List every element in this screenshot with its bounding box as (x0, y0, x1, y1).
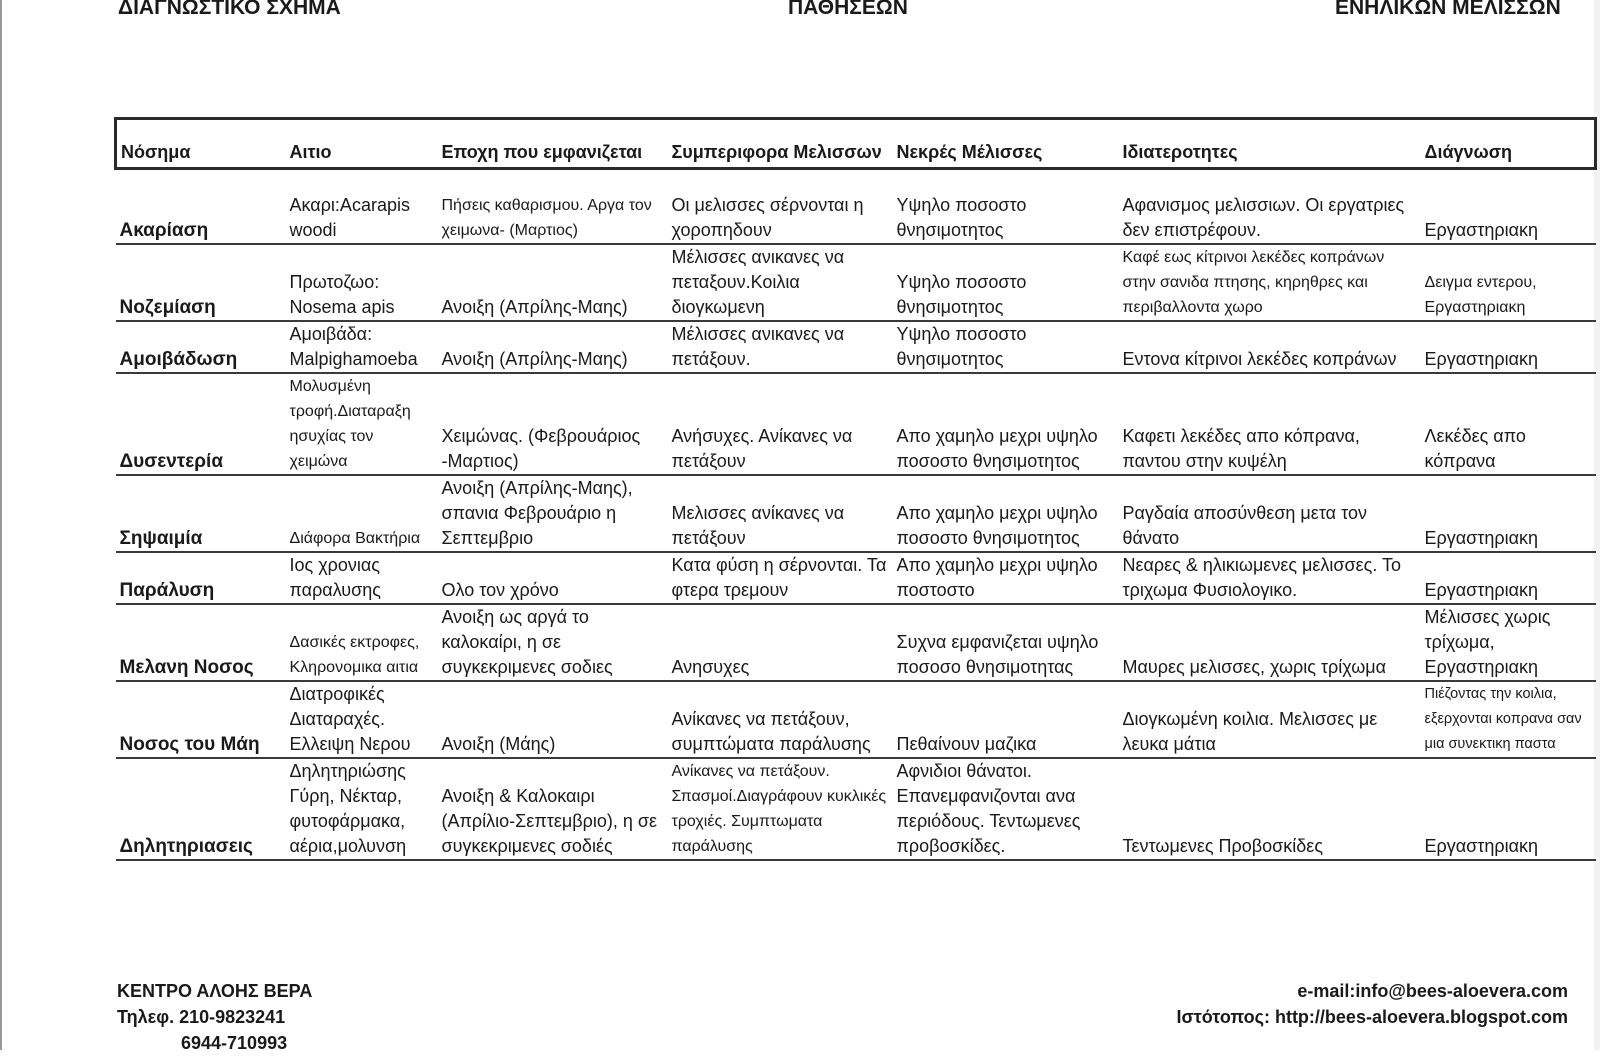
cell-behavior: Μελισσες ανίκανες να πετάξουν (668, 475, 893, 552)
cell-diagnosis: Εργαστηριακη (1421, 169, 1596, 244)
cell-cause: Ακαρι:Acarapis woodi (286, 169, 438, 244)
col-header-season: Εποχη που εμφανιζεται (438, 119, 668, 169)
table-row (116, 321, 1596, 373)
cell-cause: Διάφορα Βακτήρια (286, 475, 438, 552)
footer-mobile: 6944-710993 (181, 1033, 288, 1053)
cell-cause: Πρωτοζωο: Nosema apis (286, 244, 438, 321)
cell-features: Καφετι λεκέδες απο κόπρανα, παντου στην κυψέλη (1119, 373, 1421, 475)
cell-behavior: Ανησυχες (668, 604, 893, 681)
cell-disease: Παράλυση (116, 552, 286, 604)
cell-diagnosis: Εργαστηριακη (1421, 321, 1596, 373)
cell-diagnosis: Εργαστηριακη (1421, 475, 1596, 552)
col-header-dead-bees: Νεκρές Μέλισσες (893, 119, 1119, 169)
cell-dead-bees: Απο χαμηλο μεχρι υψηλο ποσοστο θνησιμοτητος (893, 475, 1119, 552)
cell-diagnosis: Πιέζοντας την κοιλια, εξερχονται κοπρανα σαν μια συνεκτικη παστα (1421, 681, 1596, 758)
cell-season: Ανοιξη ως αργά το καλοκαίρι, η σε συγκεκριμενες σοδιες (438, 604, 668, 681)
footer-online (1176, 978, 1568, 1030)
cell-dead-bees: Πεθαίνουν μαζικα (893, 681, 1119, 758)
cell-disease: Σηψαιμία (116, 475, 286, 552)
cell-cause: Διατροφικές Διαταραχές. Ελλειψη Νερου (286, 681, 438, 758)
cell-behavior: Κατα φύση η σέρνονται. Τα φτερα τρεμουν (668, 552, 893, 604)
footer-contact (117, 978, 312, 1056)
cell-features: Καφέ εως κίτρινοι λεκέδες κοπράνων στην σανιδα πτησης, κηρηθρες και περιβαλλοντα χωρο (1119, 244, 1421, 321)
footer-website: Ιστότοπος: http://bees-aloevera.blogspot.com (1176, 1007, 1568, 1027)
cell-disease: Μελανη Νοσος (116, 604, 286, 681)
cell-season: Ανοιξη (Απρίλης-Μαης), σπανια Φεβρουάριο η Σεπτεμβριο (438, 475, 668, 552)
cell-features: Μαυρες μελισσες, χωρις τρίχωμα (1119, 604, 1421, 681)
cell-diagnosis: Εργαστηριακη (1421, 758, 1596, 860)
cell-dead-bees: Αφνιδιοι θάνατοι. Επανεμφανιζονται ανα περιόδους. Τεντωμενες προβοσκίδες. (893, 758, 1119, 860)
cell-season: Ανοιξη & Καλοκαιρι (Απρίλιο-Σεπτεμβριο), η σε συγκεκριμενες σοδιές (438, 758, 668, 860)
cell-diagnosis: Μέλισσες χωρις τρίχωμα, Εργαστηριακη (1421, 604, 1596, 681)
cell-features: Νεαρες & ηλικιωμενες μελισσες. Το τριχωμα Φυσιολογικο. (1119, 552, 1421, 604)
col-header-disease: Νόσημα (116, 119, 286, 169)
cell-season: Χειμώνας. (Φεβρουάριος -Μαρτιος) (438, 373, 668, 475)
cell-disease: Ακαρίαση (116, 169, 286, 244)
cell-season: Πήσεις καθαρισμου. Αργα τον χειμωνα- (Μαρτιος) (438, 169, 668, 244)
table-header-row (116, 119, 1596, 169)
cell-behavior: Ανίκανες να πετάξουν. Σπασμοί.Διαγράφουν κυκλικές τροχιές. Συμπτωματα παράλυσης (668, 758, 893, 860)
cell-season: Ολο τον χρόνο (438, 552, 668, 604)
cell-dead-bees: Υψηλο ποσοστο θνησιμοτητος (893, 169, 1119, 244)
table-row (116, 552, 1596, 604)
cell-disease: Δυσεντερία (116, 373, 286, 475)
cell-disease: Νοσος του Μάη (116, 681, 286, 758)
cell-cause: Δασικές εκτροφες, Κληρονομικα αιτια (286, 604, 438, 681)
cell-diagnosis: Λεκέδες απο κόπρανα (1421, 373, 1596, 475)
page-title (0, 0, 1600, 24)
cell-disease: Νοζεμίαση (116, 244, 286, 321)
table-row (116, 373, 1596, 475)
col-header-diagnosis: Διάγνωση (1421, 119, 1596, 169)
cell-diagnosis: Εργαστηριακη (1421, 552, 1596, 604)
cell-behavior: Μέλισσες ανικανες να πετάξουν. (668, 321, 893, 373)
cell-behavior: Ανίκανες να πετάξουν, συμπτώματα παράλυσης (668, 681, 893, 758)
cell-cause: Μολυσμένη τροφή.Διαταραξη ησυχίας τον χειμώνα (286, 373, 438, 475)
table-row (116, 681, 1596, 758)
cell-dead-bees: Υψηλο ποσοστο θνησιμοτητος (893, 321, 1119, 373)
cell-cause: Δηλητηριώσης Γύρη, Νέκταρ, φυτοφάρμακα, αέρια,μολυνση (286, 758, 438, 860)
cell-dead-bees: Απο χαμηλο μεχρι υψηλο ποστοστο (893, 552, 1119, 604)
cell-season: Ανοιξη (Απρίλης-Μαης) (438, 244, 668, 321)
cell-behavior: Μέλισσες ανικανες να πεταξουν.Κοιλια διογκωμενη (668, 244, 893, 321)
footer-phone: Τηλεφ. 210-9823241 (117, 1007, 286, 1027)
table-row (116, 604, 1596, 681)
cell-dead-bees: Απο χαμηλο μεχρι υψηλο ποσοστο θνησιμοτητος (893, 373, 1119, 475)
title-left: ΔΙΑΓΝΩΣΤΙΚΟ ΣΧΗΜΑ (118, 0, 341, 19)
title-center: ΠΑΘΗΣΕΩΝ (788, 0, 908, 19)
cell-features: Αφανισμος μελισσιων. Οι εργατριες δεν επιστρέφουν. (1119, 169, 1421, 244)
table-row (116, 169, 1596, 244)
footer-org: ΚΕΝΤΡΟ ΑΛΟΗΣ ΒΕΡΑ (117, 981, 313, 1001)
table-row (116, 475, 1596, 552)
cell-diagnosis: Δειγμα εντερου, Εργαστηριακη (1421, 244, 1596, 321)
cell-features: Τεντωμενες Προβοσκίδες (1119, 758, 1421, 860)
scan-left-edge (0, 0, 2, 1050)
cell-disease: Δηλητηριασεις (116, 758, 286, 860)
col-header-features: Ιδιατεροτητες (1119, 119, 1421, 169)
cell-features: Ραγδαία αποσύνθεση μετα τον θάνατο (1119, 475, 1421, 552)
cell-disease: Αμοιβάδωση (116, 321, 286, 373)
title-right: ΕΝΗΛΙΚΩΝ ΜΕΛΙΣΣΩΝ (1335, 0, 1561, 19)
cell-features: Διογκωμένη κοιλια. Μελισσες με λευκα μάτια (1119, 681, 1421, 758)
col-header-behavior: Συμπεριφορα Μελισσων (668, 119, 893, 169)
cell-cause: Αμοιβάδα: Malpighamoeba (286, 321, 438, 373)
cell-dead-bees: Υψηλο ποσοστο θνησιμοτητος (893, 244, 1119, 321)
footer-email: e-mail:info@bees-aloevera.com (1297, 981, 1568, 1001)
cell-cause: Ιος χρονιας παραλυσης (286, 552, 438, 604)
table-row (116, 758, 1596, 860)
cell-behavior: Ανήσυχες. Ανίκανες να πετάξουν (668, 373, 893, 475)
cell-behavior: Οι μελισσες σέρνονται η χοροπηδουν (668, 169, 893, 244)
cell-season: Ανοιξη (Μάης) (438, 681, 668, 758)
diagnostic-table (114, 117, 1597, 861)
cell-dead-bees: Συχνα εμφανιζεται υψηλο ποσοσο θνησιμοτητας (893, 604, 1119, 681)
col-header-cause: Αιτιο (286, 119, 438, 169)
cell-season: Ανοιξη (Απρίλης-Μαης) (438, 321, 668, 373)
table-row (116, 244, 1596, 321)
cell-features: Εντονα κίτρινοι λεκέδες κοπράνων (1119, 321, 1421, 373)
